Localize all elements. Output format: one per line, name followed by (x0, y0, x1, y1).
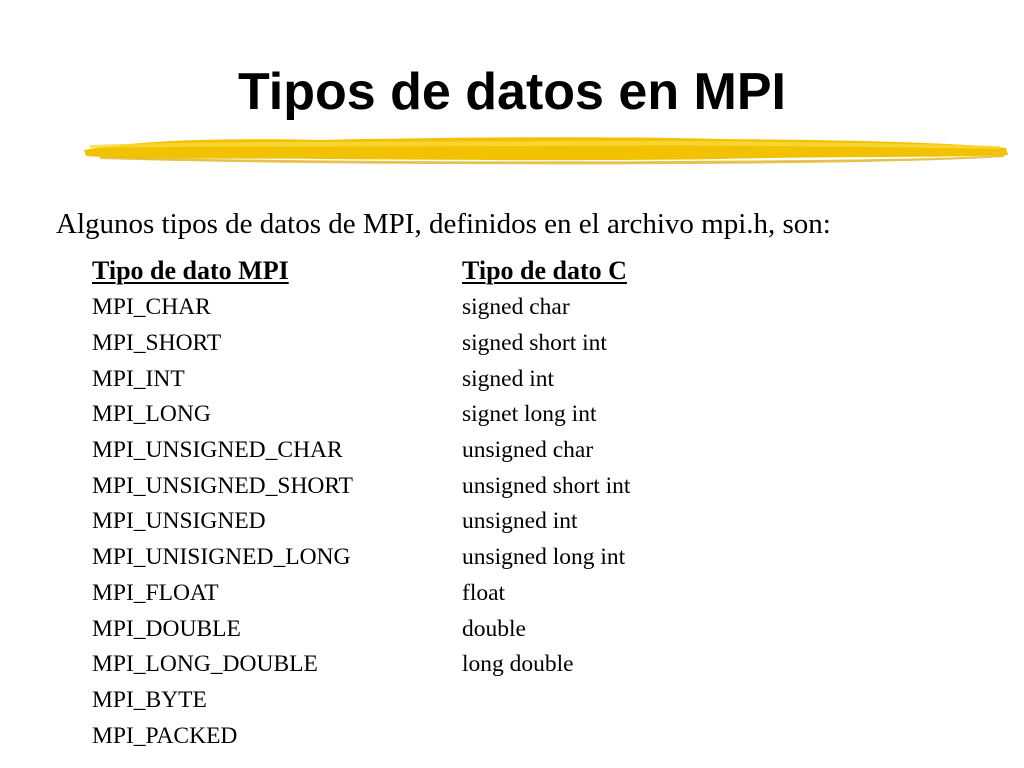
intro-text: Algunos tipos de datos de MPI, definidos en el archivo mpi.h, son: (56, 208, 831, 240)
slide-title: Tipos de datos en MPI (237, 63, 786, 121)
table-row (92, 468, 630, 504)
table-row (92, 576, 630, 612)
mpi-type-cell: MPI_UNISIGNED_LONG (92, 544, 351, 571)
c-type-cell: long double (462, 651, 574, 678)
table-row (92, 397, 630, 433)
table-row (92, 504, 630, 540)
brushstroke-main (84, 137, 1008, 160)
table-row (92, 683, 630, 719)
header-c-type: Tipo de dato C (462, 256, 627, 285)
table-row (92, 540, 630, 576)
table-row (92, 611, 630, 647)
c-type-cell (462, 718, 630, 754)
mpi-types-table (92, 252, 630, 754)
c-type-cell: float (462, 579, 506, 606)
table-row (92, 326, 630, 362)
header-mpi-type: Tipo de dato MPI (92, 256, 289, 285)
c-type-cell: signet long int (462, 401, 597, 428)
c-type-cell: unsigned int (462, 508, 578, 535)
mpi-type-cell: MPI_UNSIGNED_CHAR (92, 437, 343, 464)
c-type-cell: unsigned char (462, 437, 594, 464)
mpi-type-cell: MPI_PACKED (92, 722, 238, 749)
title-underline-brushstroke (80, 128, 1010, 168)
table-row (92, 647, 630, 683)
mpi-type-cell: MPI_UNSIGNED (92, 508, 266, 535)
table-header-row (92, 252, 630, 290)
c-type-cell: unsigned short int (462, 472, 631, 499)
c-type-cell: signed int (462, 365, 555, 392)
table-row (92, 433, 630, 469)
mpi-type-cell: MPI_LONG_DOUBLE (92, 651, 318, 678)
c-type-cell: signed char (462, 294, 570, 321)
c-type-cell: signed short int (462, 330, 607, 357)
table-row (92, 718, 630, 754)
mpi-type-cell: MPI_LONG (92, 401, 211, 428)
mpi-type-cell: MPI_SHORT (92, 330, 222, 357)
c-type-cell: double (462, 615, 526, 642)
mpi-type-cell: MPI_UNSIGNED_SHORT (92, 472, 354, 499)
mpi-type-cell: MPI_BYTE (92, 686, 207, 713)
mpi-type-cell: MPI_CHAR (92, 294, 211, 321)
c-type-cell (462, 683, 630, 719)
mpi-type-cell: MPI_INT (92, 365, 185, 392)
mpi-type-cell: MPI_FLOAT (92, 579, 219, 606)
table-row (92, 290, 630, 326)
table-row (92, 361, 630, 397)
mpi-type-cell: MPI_DOUBLE (92, 615, 241, 642)
c-type-cell: unsigned long int (462, 544, 626, 571)
